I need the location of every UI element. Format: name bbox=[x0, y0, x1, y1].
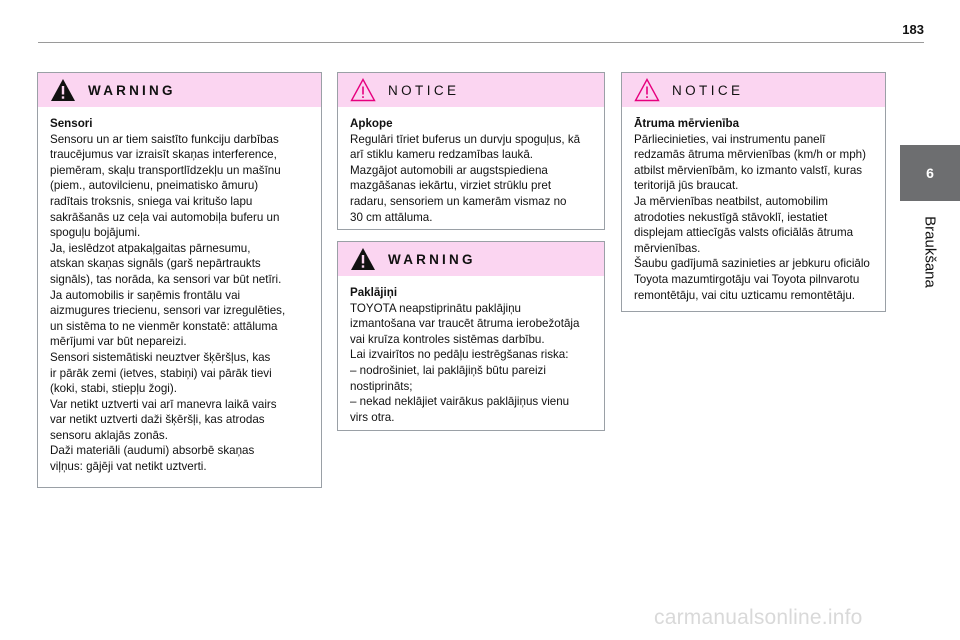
section-text: TOYOTA neapstiprinātu paklājiņu izmantošana var traucēt ātruma ierobežotāja vai kruīza kontroles sistēmas darbību. Lai izvairītos no pedāļu iestrēgšanas riska: – nodrošiniet, lai paklājiņš būtu pareizi nostiprināts; – nekad neklājiet vairākus paklājiņus vienu virs otra. bbox=[350, 301, 580, 424]
page-number: 183 bbox=[902, 22, 924, 37]
chapter-number: 6 bbox=[926, 165, 934, 181]
section-text: Sensoru un ar tiem saistīto funkciju darbības traucējumus var izraisīt skaņas interference, piemēram, skaļu transportlīdzekļu un mašīnu (piem., autovilcienu, pneimatisko āmuru) radītais troksnis, sniega vai kritušo lapu sakrāšanās uz ceļa vai automobiļa buferu un spoguļu bojājumi. Ja, ieslēdzot atpakaļgaitas pārnesumu, atskan skaņas signāls (garš nepārtraukts signāls), tas norāda, ka sensori var būt netīri. Ja automobilis ir saņēmis frontālu vai aizmugures triecienu, sensori var izregulēties, un sistēma to ne vienmēr konstatē: attāluma mērījumi var būt nepareizi. Sensori sistemātiski neuztver šķēršļus, kas ir pārāk zemi (ietves, stabiņi) vai pārāk tievi (koki, stabi, stiepļu žogi). Var netikt uztverti vai arī manevra laikā vairs var netikt uztverti daži šķēršļi, kas atrodas sensoru aklajās zonās. Daži materiāli (audumi) absorbē skaņas viļņus: gājēji vat netikt uztverti. bbox=[50, 132, 286, 474]
warning-title: WARNING bbox=[388, 251, 476, 267]
warning-title: WARNING bbox=[88, 82, 176, 98]
warning-triangle-icon bbox=[350, 247, 376, 271]
chapter-tab[interactable] bbox=[900, 145, 960, 201]
warning-box-mats bbox=[337, 241, 605, 431]
section-text: Pārliecinieties, vai instrumentu panelī redzamās ātruma mērvienības (km/h or mph) atbilst mērvienībām, ko izmanto valstī, kuras teritorijā jūs braucat. Ja mērvienības neatbilst, automobilim atrodoties nekustīgā stāvoklī, iestatiet displejam attiecīgās valsts oficiālās ātruma mērvienības. Šaubu gadījumā sazinieties ar jebkuru oficiālo Toyota mazumtirgotāju vai Toyota pilnvarotu remontētāju, vai citu uzticamu remontētāju. bbox=[634, 132, 870, 302]
notice-box-care bbox=[337, 72, 605, 230]
warning-body bbox=[338, 276, 604, 433]
notice-title: NOTICE bbox=[672, 82, 744, 98]
notice-title: NOTICE bbox=[388, 82, 460, 98]
notice-body bbox=[338, 107, 604, 233]
notice-header bbox=[338, 73, 604, 107]
notice-header bbox=[622, 73, 885, 107]
section-subtitle: Ātruma mērvienība bbox=[634, 117, 740, 130]
notice-box-speed-unit bbox=[621, 72, 886, 312]
watermark: carmanualsonline.info bbox=[654, 606, 863, 629]
section-subtitle: Sensori bbox=[50, 117, 93, 130]
notice-triangle-icon bbox=[350, 78, 376, 102]
section-subtitle: Paklājiņi bbox=[350, 286, 398, 299]
chapter-label: Braukšana bbox=[921, 216, 939, 288]
section-text: Regulāri tīriet buferus un durvju spoguļus, kā arī stiklu kameru redzamības laukā. Mazgājot automobili ar augstspiediena mazgāšanas iekārtu, virziet strūklu pret radaru, sensoriem un kamerām vismaz no 30 cm attāluma. bbox=[350, 132, 581, 224]
section-subtitle: Apkope bbox=[350, 117, 393, 130]
warning-header bbox=[38, 73, 321, 107]
warning-header bbox=[338, 242, 604, 276]
notice-triangle-icon bbox=[634, 78, 660, 102]
header-rule bbox=[38, 42, 924, 43]
warning-triangle-icon bbox=[50, 78, 76, 102]
warning-box-sensors bbox=[37, 72, 322, 488]
notice-body bbox=[622, 107, 885, 311]
warning-body bbox=[38, 107, 321, 483]
